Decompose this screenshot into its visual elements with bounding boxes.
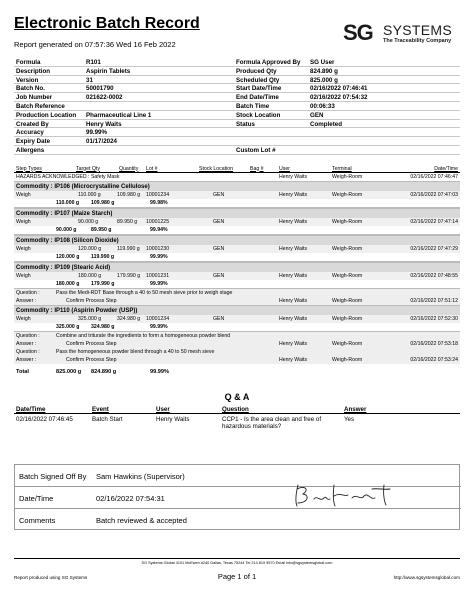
info-row xyxy=(14,146,460,155)
info-label: Produced Qty xyxy=(236,67,277,75)
weigh-lot: 10001234 xyxy=(146,315,170,322)
weigh-target: 325.000 g xyxy=(78,315,102,322)
info-value: 00:06:33 xyxy=(310,102,335,110)
sum-qty: 324.980 g xyxy=(91,324,115,330)
col-stock-location: Stock Location xyxy=(199,165,234,172)
info-label: Version xyxy=(16,76,39,84)
weigh-target: 180.000 g xyxy=(78,272,102,279)
hazard-text: HAZARDS ACKNOWLEDGED : Safety Mask xyxy=(16,174,120,180)
info-row xyxy=(14,76,460,85)
info-row xyxy=(14,137,460,146)
signoff-value: 02/16/2022 07:54:31 xyxy=(96,494,165,503)
sum-target: 180.000 g xyxy=(56,281,80,287)
col-target-qty: Target Qty xyxy=(76,165,100,172)
weigh-stock: GEN xyxy=(213,218,225,225)
report-generated-text: Report generated on 07:57:36 Wed 16 Feb 2022 xyxy=(14,40,176,49)
weigh-user: Henry Waits xyxy=(279,315,308,322)
commodity-header xyxy=(14,181,460,191)
signoff-row-comments xyxy=(15,509,461,531)
weigh-datetime: 02/16/2022 07:47:14 xyxy=(410,218,458,225)
commodity-header xyxy=(14,305,460,315)
qa-col-user: User xyxy=(156,406,170,413)
info-row xyxy=(14,128,460,137)
footer-page-number: Page 1 of 1 xyxy=(217,572,257,581)
sum-qty: 179.990 g xyxy=(91,281,115,287)
commodity-header xyxy=(14,208,460,218)
footer-website-link[interactable]: http://www.sgsystemsglobal.com xyxy=(393,575,460,580)
info-value: 01/17/2024 xyxy=(86,138,117,146)
hazard-row xyxy=(14,173,460,181)
batch-info-table xyxy=(14,58,460,155)
info-row xyxy=(14,102,460,111)
col-lot: Lot # xyxy=(146,165,158,172)
info-value: Pharmaceutical Line 1 xyxy=(86,111,152,119)
qa-text: Confirm Process Step xyxy=(66,357,117,363)
commodity-name: Commodity : IP106 (Microcrystalline Cellulose) xyxy=(16,183,150,190)
info-label: Batch Reference xyxy=(16,102,65,110)
weigh-datetime: 02/16/2022 07:47:29 xyxy=(410,245,458,252)
qa-row-user: Henry Waits xyxy=(156,415,190,423)
weigh-qty: 179.990 g xyxy=(117,272,141,279)
qa-text: Pass the Medi-RDT Base through a 40 to 50 mesh sieve prior to weigh stage xyxy=(56,290,233,296)
qa-label: Question : xyxy=(16,333,40,339)
answer-row xyxy=(14,356,460,364)
info-row xyxy=(14,93,460,102)
answer-datetime: 02/16/2022 07:51:12 xyxy=(410,298,458,304)
commodity-header xyxy=(14,235,460,245)
sum-qty: 89.950 g xyxy=(91,227,112,233)
weigh-lot: 10001230 xyxy=(146,245,170,252)
info-row xyxy=(14,120,460,129)
col-terminal: Terminal xyxy=(332,165,352,172)
weigh-terminal: Weigh-Room xyxy=(332,245,363,252)
hazard-terminal: Weigh-Room xyxy=(332,174,363,180)
qa-row-datetime: 02/16/2022 07:46:45 xyxy=(16,415,73,423)
sum-qty: 119.990 g xyxy=(91,254,115,260)
answer-user: Henry Waits xyxy=(279,298,308,304)
info-label: Start Date/Time xyxy=(236,85,282,93)
weigh-lot: 10001225 xyxy=(146,218,170,225)
qa-row xyxy=(14,414,460,432)
info-label: Description xyxy=(16,67,51,75)
info-label: Allergens xyxy=(16,146,45,154)
col-bag: Bag # xyxy=(250,165,264,172)
weigh-row xyxy=(14,315,460,323)
weigh-label: Weigh xyxy=(16,191,31,198)
answer-datetime: 02/16/2022 07:53:24 xyxy=(410,357,458,363)
qa-col-question: Question xyxy=(222,406,249,413)
weigh-stock: GEN xyxy=(213,315,225,322)
logo-name: SYSTEMS xyxy=(383,22,453,38)
signoff-value: Sam Hawkins (Supervisor) xyxy=(96,472,185,481)
answer-row xyxy=(14,340,460,348)
info-label: Expiry Date xyxy=(16,138,51,146)
sum-target: 110.000 g xyxy=(56,200,80,206)
qa-text: Combine and triturate the ingredients to form a homogeneous powder blend xyxy=(56,333,231,339)
info-value: SG User xyxy=(310,59,335,66)
weigh-row xyxy=(14,245,460,253)
commodity-name: Commodity : IP107 (Maize Starch) xyxy=(16,210,113,217)
steps-header-row xyxy=(14,164,460,173)
footer-produced-by: Report produced using SG Systems xyxy=(14,575,88,580)
info-label: Batch Time xyxy=(236,102,270,110)
info-row xyxy=(14,67,460,76)
weigh-row xyxy=(14,191,460,199)
weigh-qty: 89.950 g xyxy=(117,218,138,225)
info-value: 31 xyxy=(86,76,93,84)
commodity-name: Commodity : IP110 (Aspirin Powder (USP)) xyxy=(16,307,138,314)
question-row xyxy=(14,289,460,297)
sum-percent: 99.99% xyxy=(150,324,168,330)
commodity-sum-row xyxy=(14,253,460,263)
weigh-lot: 10001234 xyxy=(146,191,170,198)
qa-row-event: Batch Start xyxy=(92,415,123,423)
info-value: 99.99% xyxy=(86,129,107,137)
commodity-name: Commodity : IP109 (Stearic Acid) xyxy=(16,264,111,271)
sum-percent: 99.94% xyxy=(150,227,168,233)
col-datetime: Date/Time xyxy=(434,165,458,172)
commodity-header xyxy=(14,262,460,272)
col-quantity: Quantity xyxy=(119,165,139,172)
weigh-target: 90.000 g xyxy=(78,218,99,225)
sum-target: 325.000 g xyxy=(56,324,80,330)
weigh-datetime: 02/16/2022 07:52:30 xyxy=(410,315,458,322)
info-label: Batch No. xyxy=(16,85,45,93)
info-value: GEN xyxy=(310,111,324,119)
qa-text: Confirm Process Step xyxy=(66,298,117,304)
weigh-row xyxy=(14,218,460,226)
weigh-target: 120.000 g xyxy=(78,245,102,252)
sum-percent: 99.99% xyxy=(150,254,168,260)
qa-label: Question : xyxy=(16,290,40,296)
weigh-row xyxy=(14,272,460,280)
sum-target: 90.000 g xyxy=(56,227,77,233)
total-qty: 824.890 g xyxy=(91,369,117,375)
qa-row-question: CCP1 - Is the area clean and free of hazardous materials? xyxy=(222,415,322,430)
weigh-datetime: 02/16/2022 07:47:03 xyxy=(410,191,458,198)
answer-user: Henry Waits xyxy=(279,357,308,363)
signoff-value: Batch reviewed & accepted xyxy=(96,516,187,525)
info-value: Completed xyxy=(310,120,342,128)
info-label: Stock Location xyxy=(236,111,281,119)
answer-terminal: Weigh-Room xyxy=(332,298,363,304)
info-value: 825.000 g xyxy=(310,76,338,84)
weigh-user: Henry Waits xyxy=(279,245,308,252)
weigh-label: Weigh xyxy=(16,272,31,279)
info-label: Formula Approved By xyxy=(236,59,301,66)
commodity-sum-row xyxy=(14,323,460,333)
weigh-stock: GEN xyxy=(213,245,225,252)
weigh-user: Henry Waits xyxy=(279,218,308,225)
qa-label: Answer : xyxy=(16,357,37,363)
weigh-label: Weigh xyxy=(16,245,31,252)
info-value: Henry Waits xyxy=(86,120,122,128)
info-value: 02/16/2022 07:54:32 xyxy=(310,94,368,102)
weigh-stock: GEN xyxy=(213,272,225,279)
answer-row xyxy=(14,297,460,305)
weigh-qty: 324.980 g xyxy=(117,315,141,322)
signoff-label: Date/Time xyxy=(19,494,54,503)
page-title: Electronic Batch Record xyxy=(14,15,200,32)
sum-target: 120.000 g xyxy=(56,254,80,260)
info-label: Status xyxy=(236,120,255,128)
weigh-terminal: Weigh-Room xyxy=(332,218,363,225)
col-step-types: Step Types xyxy=(16,165,42,172)
total-label: Total xyxy=(16,369,29,375)
total-percent: 99.99% xyxy=(150,369,169,375)
info-row xyxy=(14,84,460,93)
info-label: Custom Lot # xyxy=(236,146,276,154)
commodity-list xyxy=(14,181,460,364)
answer-terminal: Weigh-Room xyxy=(332,341,363,347)
info-label: Formula xyxy=(16,59,41,66)
weigh-qty: 109.980 g xyxy=(117,191,141,198)
qa-text: Confirm Process Step xyxy=(66,341,117,347)
answer-terminal: Weigh-Room xyxy=(332,357,363,363)
weigh-label: Weigh xyxy=(16,315,31,322)
commodity-sum-row xyxy=(14,226,460,236)
sum-percent: 99.99% xyxy=(150,281,168,287)
info-value: R101 xyxy=(86,59,101,66)
info-value: 50001790 xyxy=(86,85,114,93)
weigh-terminal: Weigh-Room xyxy=(332,272,363,279)
qa-row-answer: Yes xyxy=(344,415,355,423)
qa-col-event: Event xyxy=(92,406,109,413)
hazard-datetime: 02/16/2022 07:46:47 xyxy=(410,174,458,180)
weigh-datetime: 02/16/2022 07:48:55 xyxy=(410,272,458,279)
commodity-sum-row xyxy=(14,280,460,290)
info-value: 021622-0002 xyxy=(86,94,123,102)
signoff-label: Comments xyxy=(19,516,56,525)
weigh-lot: 10001231 xyxy=(146,272,170,279)
logo-mark: SG xyxy=(343,20,373,45)
weigh-terminal: Weigh-Room xyxy=(332,191,363,198)
info-value: 824.890 g xyxy=(310,67,338,75)
handwritten-signature xyxy=(290,479,400,509)
signoff-label: Batch Signed Off By xyxy=(19,472,87,481)
info-label: Production Location xyxy=(16,111,77,119)
steps-table xyxy=(14,164,460,378)
qa-header-row xyxy=(14,405,460,414)
qa-section-title: Q & A xyxy=(224,392,250,402)
weigh-stock: GEN xyxy=(213,191,225,198)
info-label: Scheduled Qty xyxy=(236,76,280,84)
weigh-terminal: Weigh-Room xyxy=(332,315,363,322)
weigh-qty: 119.990 g xyxy=(117,245,140,252)
info-value: 02/16/2022 07:46:41 xyxy=(310,85,368,93)
qa-col-datetime: Date/Time xyxy=(16,406,46,413)
sum-qty: 109.980 g xyxy=(91,200,115,206)
sum-percent: 99.98% xyxy=(150,200,168,206)
answer-datetime: 02/16/2022 07:53:18 xyxy=(410,341,458,347)
info-row xyxy=(14,58,460,67)
hazard-user: Henry Waits xyxy=(279,174,308,180)
info-label: Accuracy xyxy=(16,129,44,137)
company-logo xyxy=(343,20,465,48)
info-label: Job Number xyxy=(16,94,53,102)
weigh-user: Henry Waits xyxy=(279,191,308,198)
question-row xyxy=(14,332,460,340)
col-user: User xyxy=(279,165,290,172)
commodity-name: Commodity : IP108 (Silicon Dioxide) xyxy=(16,237,119,244)
total-target: 825.000 g xyxy=(56,369,82,375)
qa-col-answer: Answer xyxy=(344,406,367,413)
qa-label: Answer : xyxy=(16,298,37,304)
qa-text: Pass the homogeneous powder blend through a 40 to 50 mesh sieve xyxy=(56,349,215,355)
weigh-label: Weigh xyxy=(16,218,31,225)
weigh-user: Henry Waits xyxy=(279,272,308,279)
info-row xyxy=(14,111,460,120)
question-row xyxy=(14,348,460,356)
info-label: End Date/Time xyxy=(236,94,279,102)
weigh-target: 110.000 g xyxy=(78,191,101,198)
logo-tagline: The Traceability Company xyxy=(383,38,452,44)
footer-address: SG Systems Global 4101 McEwen #240 Dallas, Texas 75244 Tel 214 819 9570 Email info@sgsystemsglobal.com xyxy=(141,561,333,565)
info-label: Created By xyxy=(16,120,49,128)
total-row xyxy=(14,366,460,378)
info-value: Aspirin Tablets xyxy=(86,67,131,75)
answer-user: Henry Waits xyxy=(279,341,308,347)
footer-divider xyxy=(14,558,460,559)
qa-label: Question : xyxy=(16,349,40,355)
commodity-sum-row xyxy=(14,199,460,209)
qa-table xyxy=(14,405,460,432)
qa-label: Answer : xyxy=(16,341,37,347)
